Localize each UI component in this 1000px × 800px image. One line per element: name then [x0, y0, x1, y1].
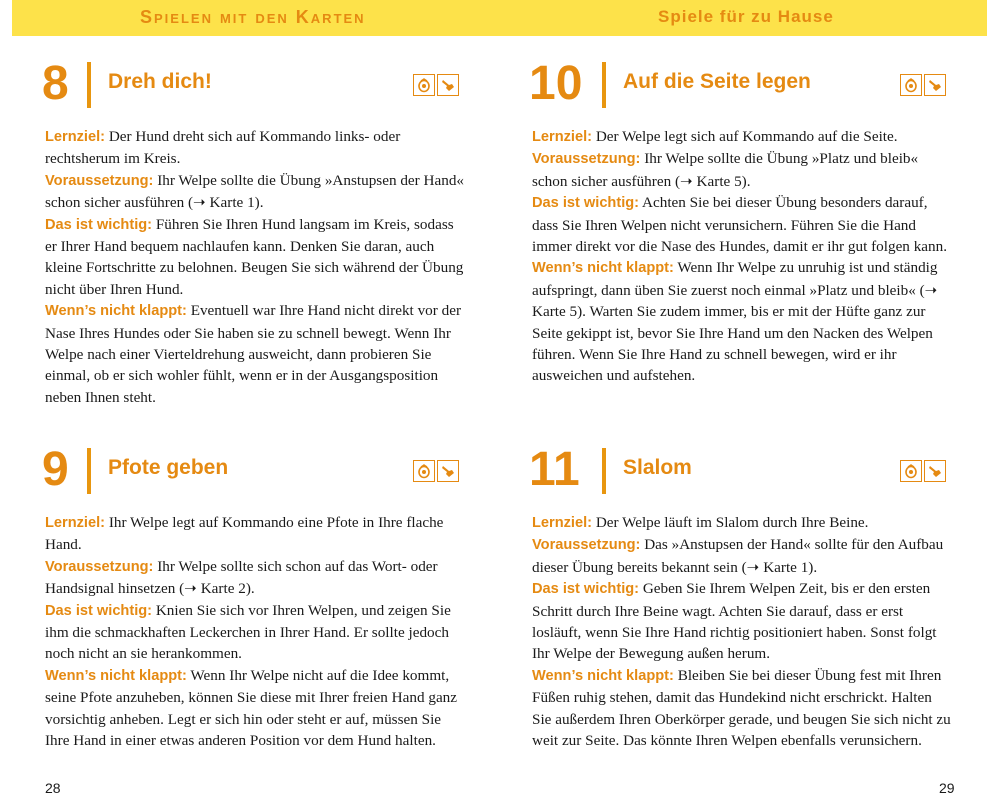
important-text: Geben Sie Ihrem Welpen Zeit, bis er den ersten Schritt durch Ihre Beine wagt. Achten Sie darauf, dass er erst losläuft, wenn Sie Ihre Hand richtig positioniert haben. Sonst folgt Ihr Welpe der Bewegung außen herum.	[532, 580, 937, 663]
fail-text: Wenn Ihr Welpe zu unruhig ist und ständig aufspringt, dann üben Sie zuerst noch einmal »Platz und bleib« (➝ Karte 5). Warten Sie zudem immer, bis er mit der Hüfte ganz zur Seite gekippt ist, bevor Sie Ihre Hand um den Nacken des Welpen führen. Wenn Sie Ihre Hand zu schnell bewegen, wird er ihr ausweichen und aufstehen.	[532, 259, 938, 385]
important-text: Achten Sie bei dieser Übung besonders darauf, dass Sie Ihren Welpen nicht verunsichern. Führen Sie die Hand immer direkt vor die Nase des Hundes, damit er ihr gut folgen kann.	[532, 194, 948, 256]
goal-text: Der Hund dreht sich auf Kommando links- oder rechtsherum im Kreis.	[45, 128, 401, 168]
treat-bag-icon	[900, 460, 922, 482]
hand-signal-icon	[924, 74, 946, 96]
card-11	[529, 442, 952, 751]
card-title: Dreh dich!	[108, 70, 212, 93]
label-important: Das ist wichtig:	[45, 602, 153, 619]
label-fail: Wenn’s nicht klappt:	[45, 303, 187, 320]
page-header-band	[12, 0, 987, 36]
card-icons	[900, 460, 946, 482]
treat-bag-icon	[900, 74, 922, 96]
title-divider	[602, 62, 606, 108]
prereq-text: Das »Anstupsen der Hand« sollte für den Aufbau dieser Übung bereits bekannt sein (➝ Karte 1).	[532, 536, 944, 576]
card-8	[42, 56, 465, 408]
hand-signal-icon	[924, 460, 946, 482]
label-fail: Wenn’s nicht klappt:	[532, 260, 674, 277]
fail-text: Bleiben Sie bei dieser Übung fest mit Ihren Füßen ruhig stehen, damit das Hundekind nicht erschrickt. Halten Sie außerdem Ihren Oberkörper gerade, und beugen Sie sich nicht zu weit zur Seite. Das könnte Ihren Welpen ebenfalls verunsichern.	[532, 666, 951, 750]
label-fail: Wenn’s nicht klappt:	[532, 667, 674, 684]
fail-text: Wenn Ihr Welpe nicht auf die Idee kommt, seine Pfote anzuheben, können Sie diese mit Ihrer freien Hand ganz vorsichtig anheben. Legt er sich hin oder steht er auf, müssen Sie Ihre Hand in einer etwas anderen Position vor dem Hund halten.	[45, 666, 458, 750]
card-number: 11	[529, 443, 580, 496]
card-title-row	[529, 56, 952, 126]
prereq-text: Ihr Welpe sollte die Übung »Anstupsen der Hand« schon sicher ausführen (➝ Karte 1).	[45, 171, 465, 212]
header-right-title: Spiele für zu Hause	[658, 7, 834, 26]
card-icons	[413, 460, 459, 482]
prereq-text: Ihr Welpe sollte sich schon auf das Wort- oder Handsignal hinsetzen (➝ Karte 2).	[45, 557, 438, 598]
label-prereq: Voraussetzung:	[532, 537, 641, 554]
prereq-text: Ihr Welpe sollte die Übung »Platz und bleib« schon sicher ausführen (➝ Karte 5).	[532, 150, 919, 190]
label-important: Das ist wichtig:	[532, 581, 640, 598]
hand-signal-icon	[437, 74, 459, 96]
card-number: 10	[529, 57, 583, 110]
label-goal: Lernziel:	[45, 129, 106, 145]
card-body	[532, 512, 952, 751]
label-goal: Lernziel:	[45, 515, 106, 531]
important-text: Führen Sie Ihren Hund langsam im Kreis, sodass er Ihrer Hand bequem nachlaufen kann. Denken Sie daran, auch kleine Fortschritte zu belohnen. Beugen Sie sich während der Übung nicht über Ihren Hund.	[45, 215, 464, 298]
important-text: Knien Sie sich vor Ihren Welpen, und zeigen Sie ihm die schmackhaften Leckerchen in Ihrer Hand. Er sollte jedoch noch nicht an sie herankommen.	[45, 601, 451, 663]
label-prereq: Voraussetzung:	[45, 558, 154, 575]
label-prereq: Voraussetzung:	[532, 151, 641, 168]
card-body	[45, 512, 465, 751]
goal-text: Der Welpe legt sich auf Kommando auf die Seite.	[595, 128, 898, 145]
card-title-row	[42, 442, 465, 512]
treat-bag-icon	[413, 460, 435, 482]
label-fail: Wenn’s nicht klappt:	[45, 667, 187, 684]
title-divider	[602, 448, 606, 494]
title-divider	[87, 62, 91, 108]
card-9	[42, 442, 465, 751]
header-left-title: Spielen mit den Karten	[140, 7, 366, 27]
label-important: Das ist wichtig:	[532, 195, 640, 212]
card-title: Auf die Seite legen	[623, 70, 811, 93]
goal-text: Der Welpe läuft im Slalom durch Ihre Beine.	[595, 514, 869, 531]
title-divider	[87, 448, 91, 494]
card-title: Slalom	[623, 456, 692, 479]
page-number-right: 29	[939, 780, 955, 796]
fail-text: Eventuell war Ihre Hand nicht direkt vor der Nase Ihres Hundes oder Sie haben sie zu schnell bewegt. Wenn Ihr Welpe nach einer Vierteldrehung ausweicht, dann probieren Sie einmal, ob er sich wohler fühlt, wenn er in der Ausgangsposition neben Ihnen steht.	[45, 302, 462, 406]
card-body	[532, 126, 952, 387]
card-number: 8	[42, 57, 69, 110]
card-icons	[413, 74, 459, 96]
card-title-row	[42, 56, 465, 126]
card-body	[45, 126, 465, 408]
card-10	[529, 56, 952, 387]
treat-bag-icon	[413, 74, 435, 96]
label-important: Das ist wichtig:	[45, 216, 153, 233]
page-number-left: 28	[45, 780, 61, 796]
label-goal: Lernziel:	[532, 515, 593, 531]
card-number: 9	[42, 443, 69, 496]
card-title-row	[529, 442, 952, 512]
label-prereq: Voraussetzung:	[45, 172, 154, 189]
label-goal: Lernziel:	[532, 129, 593, 145]
goal-text: Ihr Welpe legt auf Kommando eine Pfote in Ihre flache Hand.	[45, 514, 444, 554]
card-icons	[900, 74, 946, 96]
card-title: Pfote geben	[108, 456, 229, 479]
hand-signal-icon	[437, 460, 459, 482]
